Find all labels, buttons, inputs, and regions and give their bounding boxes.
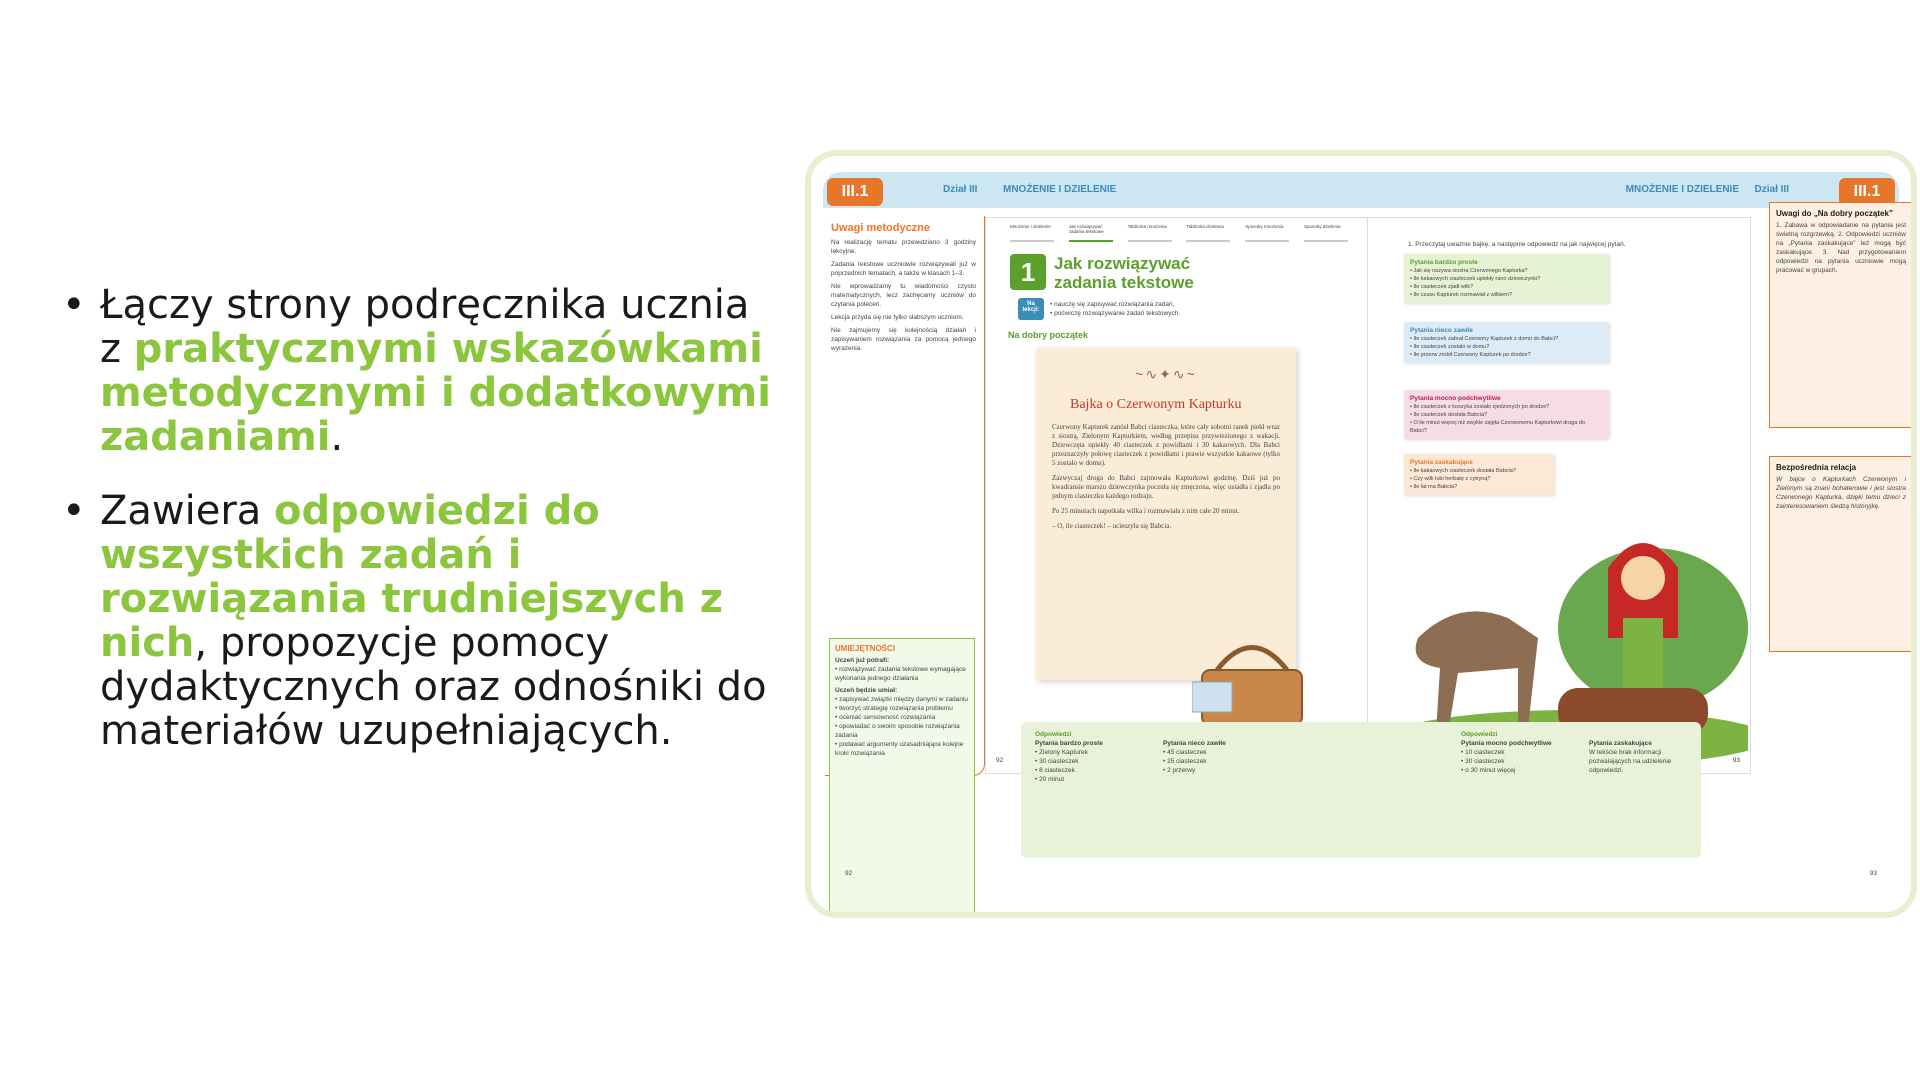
question-item: • Ile ciasteczek dostała Babcia? — [1410, 412, 1488, 418]
answer-item: • Zielony Kapturek — [1035, 749, 1088, 756]
uwagi-paragraph: Nie wprowadzamy tu wiadomości czysto matematycznych, lecz zachęcamy uczniów do czytania poleceń. — [831, 283, 976, 308]
question-box-title: Pytania zaskakujące — [1410, 459, 1473, 466]
answers-columns — [1035, 730, 1687, 784]
question-box-title: Pytania nieco zawiłe — [1410, 327, 1473, 334]
answer-item: W tekście brak informacji pozwalających na udzielenie odpowiedzi. — [1589, 749, 1672, 774]
relacja-box — [1769, 456, 1913, 652]
uwagi-paragraph: Nie zajmujemy się kolejnością działań i zapisywaniem rozwiązania za pomocą jednego wyrażenia. — [831, 327, 976, 352]
bullet-text: Zawiera — [100, 488, 275, 534]
notes-title: Uwagi do „Na dobry początek” — [1776, 209, 1893, 218]
umial-item: • oceniać sensowność rozwiązania — [835, 714, 936, 721]
question-item: • Ile ciasteczek zabrał Czerwony Kapturek z domu do Babci? — [1410, 336, 1559, 342]
answer-item: • o 30 minut więcej — [1461, 767, 1516, 774]
uwagi-title: Uwagi metodyczne — [831, 222, 931, 234]
nav-step: Tabliczka dzielenia — [1186, 224, 1230, 242]
textbook-spread — [805, 150, 1917, 918]
page-number-right-outer: 93 — [1869, 870, 1877, 877]
question-item: • Ile ciasteczek zjadł wilk? — [1410, 284, 1474, 290]
nav-step: Mnożenie i dzielenie — [1010, 224, 1054, 242]
relacja-text: W bajce o Kapturkach Czerwonym i Zielonym są znani bohaterowie i jest siostra Czerwonego Kapturka, dzięki temu dzieci z zainteresowaniem śledzą historyjkę. — [1776, 476, 1906, 510]
answer-column — [1163, 730, 1261, 784]
section-label-right: MNOŻENIE I DZIELENIE — [1625, 184, 1739, 195]
story-paragraph: Zazwyczaj droga do Babci zajmowała Kapturkowi godzinę. Dziś już po kwadransie marszu dziewczynka poczuła się zmęczona, więc usiadła i zjadła po jednym ciasteczku każdego rodzaju. — [1052, 474, 1280, 500]
question-item: • Ile ciasteczek z koszyka zostało zjedzonych po drodze? — [1410, 404, 1550, 410]
chapter-badge-right: III.1 — [1839, 178, 1895, 206]
dzial-label-left: Dział III — [943, 184, 978, 195]
lesson-title: Jak rozwiązywać zadania tekstowe — [1054, 254, 1194, 292]
relacja-title: Bezpośrednia relacja — [1776, 463, 1857, 472]
methodology-column — [825, 216, 985, 776]
answer-group-title: Pytania mocno podchwytliwe — [1461, 740, 1552, 747]
question-box-3 — [1404, 390, 1609, 439]
picnic-basket-image — [1192, 630, 1312, 730]
answer-item: • 25 ciasteczek — [1163, 758, 1207, 765]
story-title: Bajka o Czerwonym Kapturku — [1070, 397, 1242, 412]
answer-item: • 30 ciasteczek — [1035, 758, 1079, 765]
question-box-title: Pytania bardzo proste — [1410, 259, 1478, 266]
answer-column — [1461, 730, 1559, 784]
uwagi-paragraph: Zadania tekstowe uczniowie rozwiązywali już w poprzednich tematach, a także w klasach 1–3. — [831, 261, 976, 277]
answers-spacer — [1589, 730, 1687, 739]
nav-step: Sposoby mnożenia — [1245, 224, 1289, 242]
question-item: • Ile ciasteczek zostało w domu? — [1410, 344, 1490, 350]
na-lekcji-badge: Na lekcji: — [1018, 298, 1044, 320]
answer-group-title: Pytania nieco zawiłe — [1163, 740, 1226, 747]
bullet-item — [62, 489, 782, 753]
page-number-left-inner: 92 — [996, 757, 1004, 764]
question-item: • Ile kakaowych ciasteczek dostała Babcia? — [1410, 468, 1516, 474]
uczen-potrafi: Uczeń już potrafi: — [835, 657, 890, 664]
student-page-left — [986, 218, 1368, 773]
question-item: • Ile przerw zrobił Czerwony Kapturek po drodze? — [1410, 352, 1531, 358]
dzial-label-right: Dział III — [1754, 184, 1789, 195]
task-intro: 1. Przeczytaj uważnie bajkę, a następnie odpowiedz na jak najwięcej pytań. — [1408, 241, 1626, 248]
uwagi-text — [831, 238, 976, 353]
page-number-left-outer: 92 — [845, 870, 853, 877]
umial-list — [835, 695, 969, 758]
notes-text: 1. Zabawa w odpowiadanie na pytania jest świetną rozgrzewką. 2. Odpowiedzi uczniów na „Pytania zaskakujące” też mogą być zaskakujące. 3. Nad przygotowaniem odpowiedzi na pytania uczniowie mogą pracować w grupach. — [1776, 222, 1906, 274]
answers-spacer — [1163, 730, 1261, 739]
question-box-title: Pytania mocno podchwytliwe — [1410, 395, 1501, 402]
question-box-1 — [1404, 254, 1609, 303]
uczen-umial: Uczeń będzie umiał: — [835, 687, 898, 694]
story-paragraph: Po 25 minutach napotkała wilka i rozmawiała z nim całe 20 minut. — [1052, 507, 1240, 515]
bullet-text: , propozycje pomocy dydaktycznych oraz odnośniki do materiałów uzupełniających. — [100, 620, 767, 754]
story-paragraph: Czerwony Kapturek zanósł Babci ciasteczka, które cały sobotni ranek piekł wraz z siostrą, Zielonym Kapturkiem, według przepisu przywiezionego z wakacji. Dziewczęta upiekły 40 ciasteczek z powidłami i 30 kakaowych. Dla Babci przeznaczyły połowę ciasteczek z powidłami i prawie wszystkie kakaowe (tylko 5 zostało w domu). — [1052, 423, 1280, 467]
answer-column — [1035, 730, 1133, 784]
answer-item: • 45 ciasteczek — [1163, 749, 1207, 756]
question-item: • Ile kakaowych ciasteczek upiekły rano dziewczynki? — [1410, 276, 1541, 282]
story-text — [1052, 423, 1280, 531]
section-label-left: MNOŻENIE I DZIELENIE — [1003, 184, 1117, 195]
umial-item: • podawać argumenty uzasadniające kolejne kroki rozwiązania — [835, 741, 964, 757]
nav-step: Tabliczka mnożenia — [1128, 224, 1172, 242]
question-item: • Jak się nazywa siostra Czerwonego Kapturka? — [1410, 268, 1528, 274]
student-page-right — [1368, 218, 1750, 773]
question-item: • Ile lat ma Babcia? — [1410, 484, 1458, 490]
answer-item: • 30 ciasteczek — [1461, 758, 1505, 765]
question-item: • Czy wilk lubi herbatę z cytryną? — [1410, 476, 1491, 482]
umial-item: • zapisywać związki między danymi w zadaniu — [835, 696, 969, 703]
nav-step: Jak rozwiązywać zadania tekstowe — [1069, 224, 1113, 242]
question-item: • O ile minut więcej niż zwykle zajęła Czerwonemu Kapturkowi droga do Babci? — [1410, 420, 1585, 434]
answer-group-title: Pytania zaskakujące — [1589, 740, 1652, 747]
lesson-nav — [1010, 224, 1348, 242]
highlight-text: odpowiedzi do wszystkich zadań i rozwiązania trudniejszych z nich — [100, 488, 724, 666]
bullet-item — [62, 283, 782, 459]
header-bar — [823, 172, 1899, 208]
na-dobry-poczatek: Na dobry początek — [1008, 330, 1089, 340]
story-paragraph: – O, ile ciasteczek! – ucieszyła się Babcia. — [1052, 522, 1172, 530]
question-item: • Ile czasu Kapturek rozmawiał z wilkiem? — [1410, 292, 1512, 298]
lesson-goals — [1050, 300, 1270, 318]
answer-group-title: Pytania bardzo proste — [1035, 740, 1103, 747]
answers-label: Odpowiedzi — [1035, 731, 1072, 738]
uwagi-paragraph: Lekcja przyda się nie tylko słabszym uczniom. — [831, 314, 964, 321]
umial-item: • tworzyć strategię rozwiązania problemu — [835, 705, 953, 712]
uwagi-paragraph: Na realizację tematu przewidziano 3 godziny lekcyjne. — [831, 239, 976, 255]
chapter-badge-left: III.1 — [827, 178, 883, 206]
answers-label: Odpowiedzi — [1461, 731, 1498, 738]
umial-item: • opowiadać o swoim sposobie rozwiązania zadania — [835, 723, 960, 739]
answer-item: • 8 ciasteczek — [1035, 767, 1075, 774]
answer-item: • 2 przerwy — [1163, 767, 1196, 774]
skills-title: UMIEJĘTNOŚCI — [835, 644, 896, 653]
potrafi-item: • rozwiązywać zadania tekstowe wymagające wykonania jednego działania — [835, 666, 966, 682]
potrafi-list — [835, 665, 969, 683]
highlight-text: praktycznymi wskazówkami metodycznymi i dodatkowymi zadaniami — [100, 326, 771, 460]
bullet-text: . — [330, 414, 344, 460]
answer-item: • 20 minut — [1035, 776, 1065, 783]
lesson-goal: • nauczę się zapisywać rozwiązania zadań, — [1050, 301, 1175, 308]
ornament-icon: ~∿✦∿~ — [1135, 366, 1197, 382]
lesson-number: 1 — [1010, 254, 1046, 290]
nav-step: Sposoby dzielenia — [1304, 224, 1348, 242]
question-box-2 — [1404, 322, 1609, 363]
answer-column — [1589, 730, 1687, 784]
page-number-right-inner: 93 — [1732, 757, 1740, 764]
lesson-goal: • poćwiczę rozwiązywanie zadań tekstowych. — [1050, 310, 1181, 317]
answer-item: • 10 ciasteczek — [1461, 749, 1505, 756]
answers-panel — [1021, 722, 1701, 858]
bullet-list — [62, 283, 782, 783]
bullet-text: Łączy strony podręcznika ucznia z — [100, 282, 750, 372]
notes-box — [1769, 202, 1913, 428]
